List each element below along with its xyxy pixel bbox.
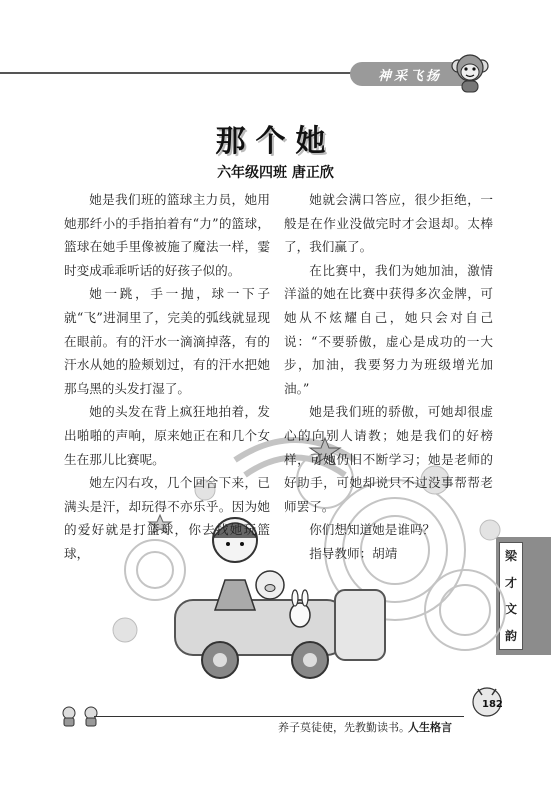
paragraph: 她一跳，手一抛，球一下子就“飞”进洞里了，完美的弧线就显现在眼前。有的汗水一滴滴掉落，有的汗水从她的脸颊划过，有的汗水把她那乌黑的头发打湿了。: [64, 286, 270, 396]
footer-label: 人生格言: [408, 721, 452, 734]
footer-rule: [94, 716, 464, 717]
header-rule: [0, 72, 356, 74]
side-tab-char: 文: [504, 602, 517, 617]
paragraph: 她是我们班的篮球主力员，她用她那纤小的手指拍着有“力”的篮球，篮球在她手里像被施了魔法一样，霎时变成乖乖听话的好孩子似的。: [64, 192, 270, 278]
paragraph: 她左闪右攻，几个回合下来，已满头是汗，却玩得不亦乐乎。因为她的爱好就是打篮球，你去找她玩篮球，: [64, 475, 270, 561]
article-title: 那个她: [215, 124, 336, 159]
footer-quote: 养子莫徒使，先教勤读书。: [278, 721, 410, 734]
page-number: 182: [482, 699, 503, 710]
monkey-icon: [450, 50, 490, 94]
side-tab-char: 才: [504, 575, 517, 590]
section-banner-text: 神采飞扬: [377, 68, 442, 84]
paragraph: 她的头发在背上疯狂地拍着，发出啪啪的声响，原来她正在和几个女生在那儿比赛呢。: [64, 404, 270, 467]
article-byline: 六年级四班 唐正欣: [217, 165, 334, 181]
paragraph: 在比赛中，我们为她加油，激情洋溢的她在比赛中获得多次金牌，可她从不炫耀自己，她只会对自己说：“不要骄傲，虚心是成功的一大步，加油，我要努力为班级增光加油。”: [284, 262, 493, 396]
paragraph: 她是我们班的骄傲，可她却很虚心的向别人请教；她是我们的好榜样，可她仍旧不断学习；她是老师的好助手，可她却说只不过没事帮帮老师罢了。: [284, 404, 493, 514]
side-tab-char: 梁: [504, 549, 517, 564]
right-text-column: [284, 188, 493, 566]
left-text-column: [64, 188, 270, 566]
paragraph: 她就会满口答应，很少拒绝，一般是在作业没做完时才会退却。太棒了，我们赢了。: [284, 192, 493, 255]
side-tab-char: 韵: [504, 628, 517, 643]
paragraph: 你们想知道她是谁吗？: [309, 522, 436, 538]
advisor-credit: 指导教师：胡靖: [309, 545, 398, 561]
